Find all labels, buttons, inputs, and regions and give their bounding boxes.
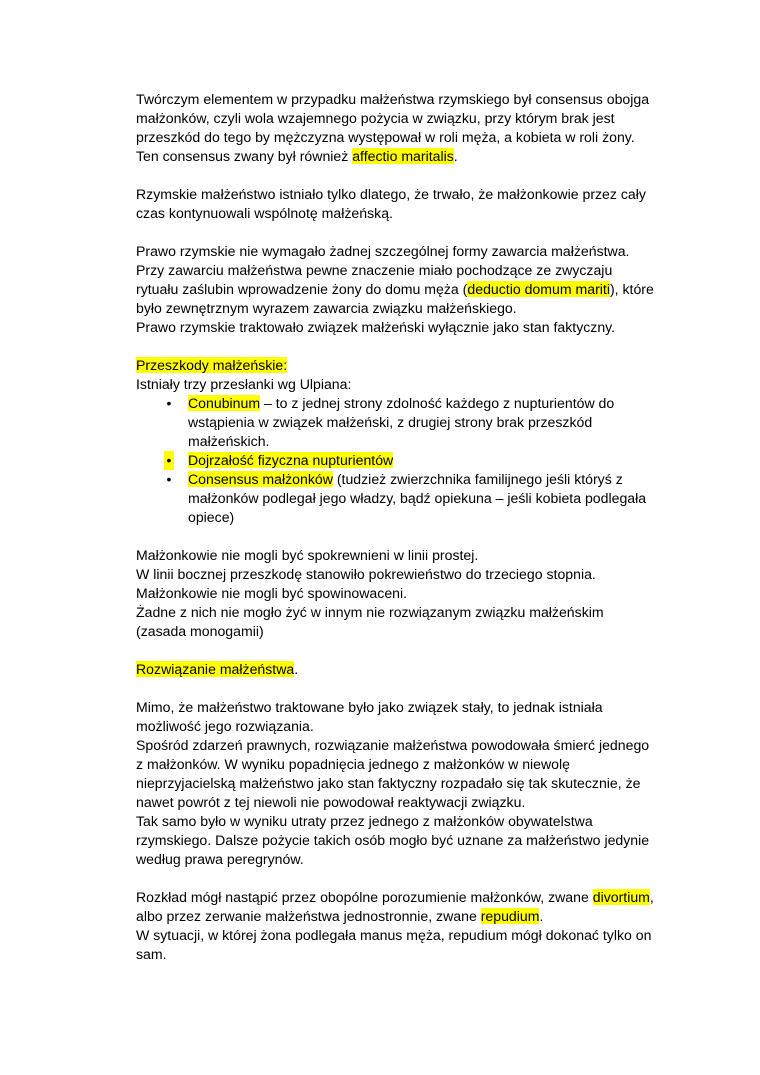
- restriction-line2: W linii bocznej przeszkodę stanowiło pokrewieństwo do trzeciego stopnia.: [136, 566, 596, 582]
- bullet-icon: •: [166, 471, 172, 487]
- restriction-line4: Żadne z nich nie mogło żyć w innym nie rozwiązanym związku małżeńskim (zasada monogamii): [136, 604, 604, 639]
- paragraph-form-line2: Przy zawarciu małżeństwa pewne znaczenie miało pochodzące ze zwyczaju rytuału zaślubin wprowadzenie żony do domu męża (deductio domum mariti), które było zewnętrznym wyrazem zawarcia związku małżeńskiego.: [136, 262, 654, 316]
- list-item: • Consensus małżonków (tudzież zwierzchnika familijnego jeśli któryś z małżonków podlegał jego władzy, bądź opiekuna – jeśli kobieta podlegała opiece): [136, 470, 656, 527]
- restriction-line3: Małżonkowie nie mogli być spowinowaceni.: [136, 585, 408, 601]
- term-consensus-malzonkow: Consensus małżonków: [188, 471, 333, 487]
- paragraph-form-line3: Prawo rzymskie traktowało związek małżeński wyłącznie jako stan faktyczny.: [136, 319, 616, 335]
- paragraph-duration: Rzymskie małżeństwo istniało tylko dlatego, że trwało, że małżonkowie przez cały czas kontynuowali wspólnotę małżeńską.: [136, 186, 646, 221]
- term-affectio-maritalis: affectio maritalis: [352, 148, 454, 164]
- section-heading-dissolution: Rozwiązanie małżeństwa.: [136, 661, 299, 677]
- term-divortium: divortium: [592, 889, 650, 905]
- term-deductio-domum-mariti: deductio domum mariti: [467, 281, 610, 297]
- paragraph-form-line1: Prawo rzymskie nie wymagało żadnej szczególnej formy zawarcia małżeństwa.: [136, 243, 630, 259]
- dissolution-line3: Tak samo było w wyniku utraty przez jednego z małżonków obywatelstwa rzymskiego. Dalsze pożycie takich osób mogło być uznane za małżeństwo jedynie według prawa peregrynów.: [136, 813, 650, 867]
- document-page: [136, 90, 656, 964]
- paragraph-consensus: Twórczym elementem w przypadku małżeństwa rzymskiego był consensus obojga małżonków, czyli wola wzajemnego pożycia w związku, przy którym brak jest przeszkód do tego by mężczyzna występował w roli męża, a kobieta w roli żony. Ten consensus zwany był również affectio maritalis.: [136, 91, 650, 164]
- dissolution-line1: Mimo, że małżeństwo traktowane było jako związek stały, to jednak istniała możliwość jego rozwiązania.: [136, 699, 603, 734]
- list-item: [136, 451, 656, 470]
- bullet-icon: •: [164, 451, 174, 470]
- impediments-list: [136, 394, 656, 527]
- divorce-line2: W sytuacji, w której żona podlegała manus męża, repudium mógł dokonać tylko on sam.: [136, 927, 652, 962]
- restriction-line1: Małżonkowie nie mogli być spokrewnieni w linii prostej.: [136, 547, 479, 563]
- dissolution-line2: Spośród zdarzeń prawnych, rozwiązanie małżeństwa powodowała śmierć jednego z małżonków. W wyniku popadnięcia jednego z małżonków w niewolę nieprzyjacielską małżeństwo jako stan faktyczny rozpadało się tak skutecznie, że nawet powrót z tej niewoli nie powodował reaktywacji związku.: [136, 737, 650, 810]
- list-item: • Conubinum – to z jednej strony zdolność każdego z nupturientów do wstąpienia w związek małżeński, z drugiej strony brak przeszkód małżeńskich.: [136, 394, 656, 451]
- term-repudium: repudium: [480, 908, 540, 924]
- term-dojrzalosc: Dojrzałość fizyczna nupturientów: [188, 452, 394, 468]
- bullet-icon: •: [166, 395, 172, 411]
- divorce-line1: Rozkład mógł nastąpić przez obopólne porozumienie małżonków, zwane divortium, albo przez zerwanie małżeństwa jednostronnie, zwane repudium.: [136, 889, 654, 924]
- term-conubinum: Conubinum: [188, 395, 261, 411]
- section-heading-impediments: Przeszkody małżeńskie:: [136, 357, 288, 373]
- impediments-intro: Istniały trzy przesłanki wg Ulpiana:: [136, 376, 352, 392]
